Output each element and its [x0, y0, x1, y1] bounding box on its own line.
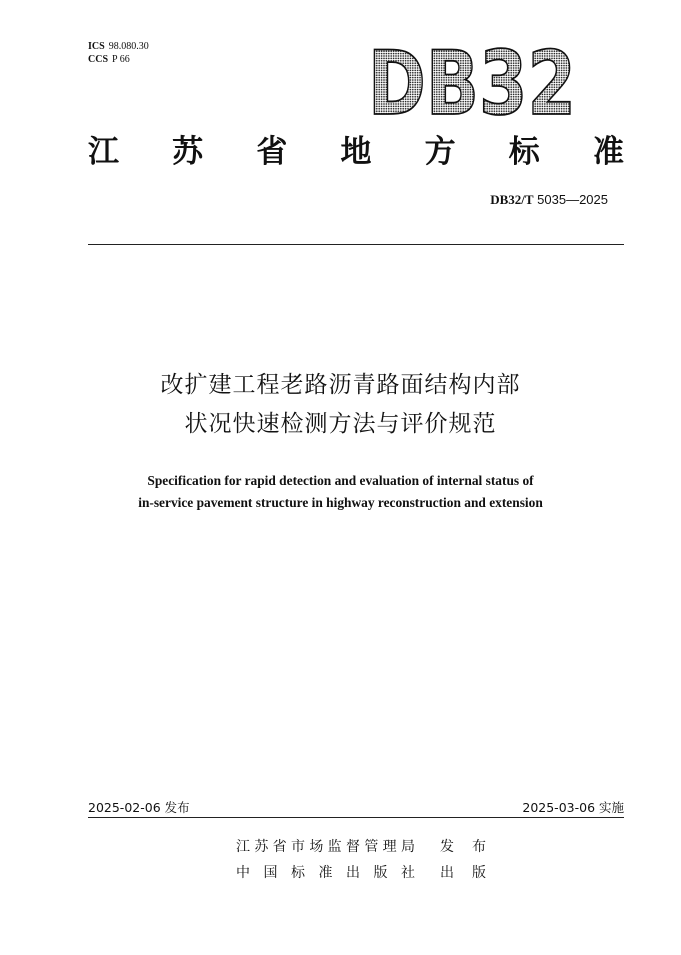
header-title-char: 江: [88, 134, 119, 170]
implementation-date: 2025-03-06 实施: [522, 800, 624, 815]
db32-logo: [366, 32, 578, 135]
standard-code: 5035—2025: [533, 192, 608, 207]
publisher-action: 出版: [440, 865, 486, 881]
standard-number: [490, 192, 608, 208]
publisher-row: [236, 860, 496, 886]
ccs-code: [88, 53, 149, 66]
header-title-char: 标: [508, 134, 540, 170]
document-title-cn: [0, 366, 681, 444]
ics-value: 98.080.30: [108, 41, 149, 52]
ics-code: [88, 40, 149, 53]
title-cn-line-1: 改扩建工程老路沥青路面结构内部: [160, 372, 521, 398]
publisher-org: 江苏省市场监督管理局: [236, 839, 416, 855]
header-title-char: 省: [256, 134, 288, 170]
header-title-char: 准: [592, 134, 624, 170]
ccs-value: P 66: [112, 54, 130, 65]
top-divider: [88, 244, 624, 245]
title-cn-line-2: 状况快速检测方法与评价规范: [184, 411, 497, 437]
publisher-action: 发布: [440, 839, 486, 855]
issue-date: 2025-02-06 发布: [88, 800, 190, 815]
standard-prefix: DB32/T: [490, 192, 534, 207]
publisher-row: [236, 834, 496, 860]
document-title-en: [0, 470, 681, 514]
logo-text: DB32: [368, 32, 576, 135]
title-en-line-2: in-service pavement structure in highway reconstruction and extension: [138, 495, 543, 510]
header-title-char: 苏: [172, 134, 204, 170]
ccs-label: CCS: [88, 54, 109, 65]
classification-codes: [88, 40, 149, 66]
header-title-char: 方: [424, 134, 456, 170]
title-en-line-1: Specification for rapid detection and evaluation of internal status of: [147, 473, 534, 488]
header-title-char: 地: [340, 134, 372, 170]
publisher-org: 中国标准出版社: [236, 865, 416, 881]
bottom-divider: [88, 817, 624, 818]
header-title: [88, 130, 624, 174]
ics-label: ICS: [88, 41, 105, 52]
